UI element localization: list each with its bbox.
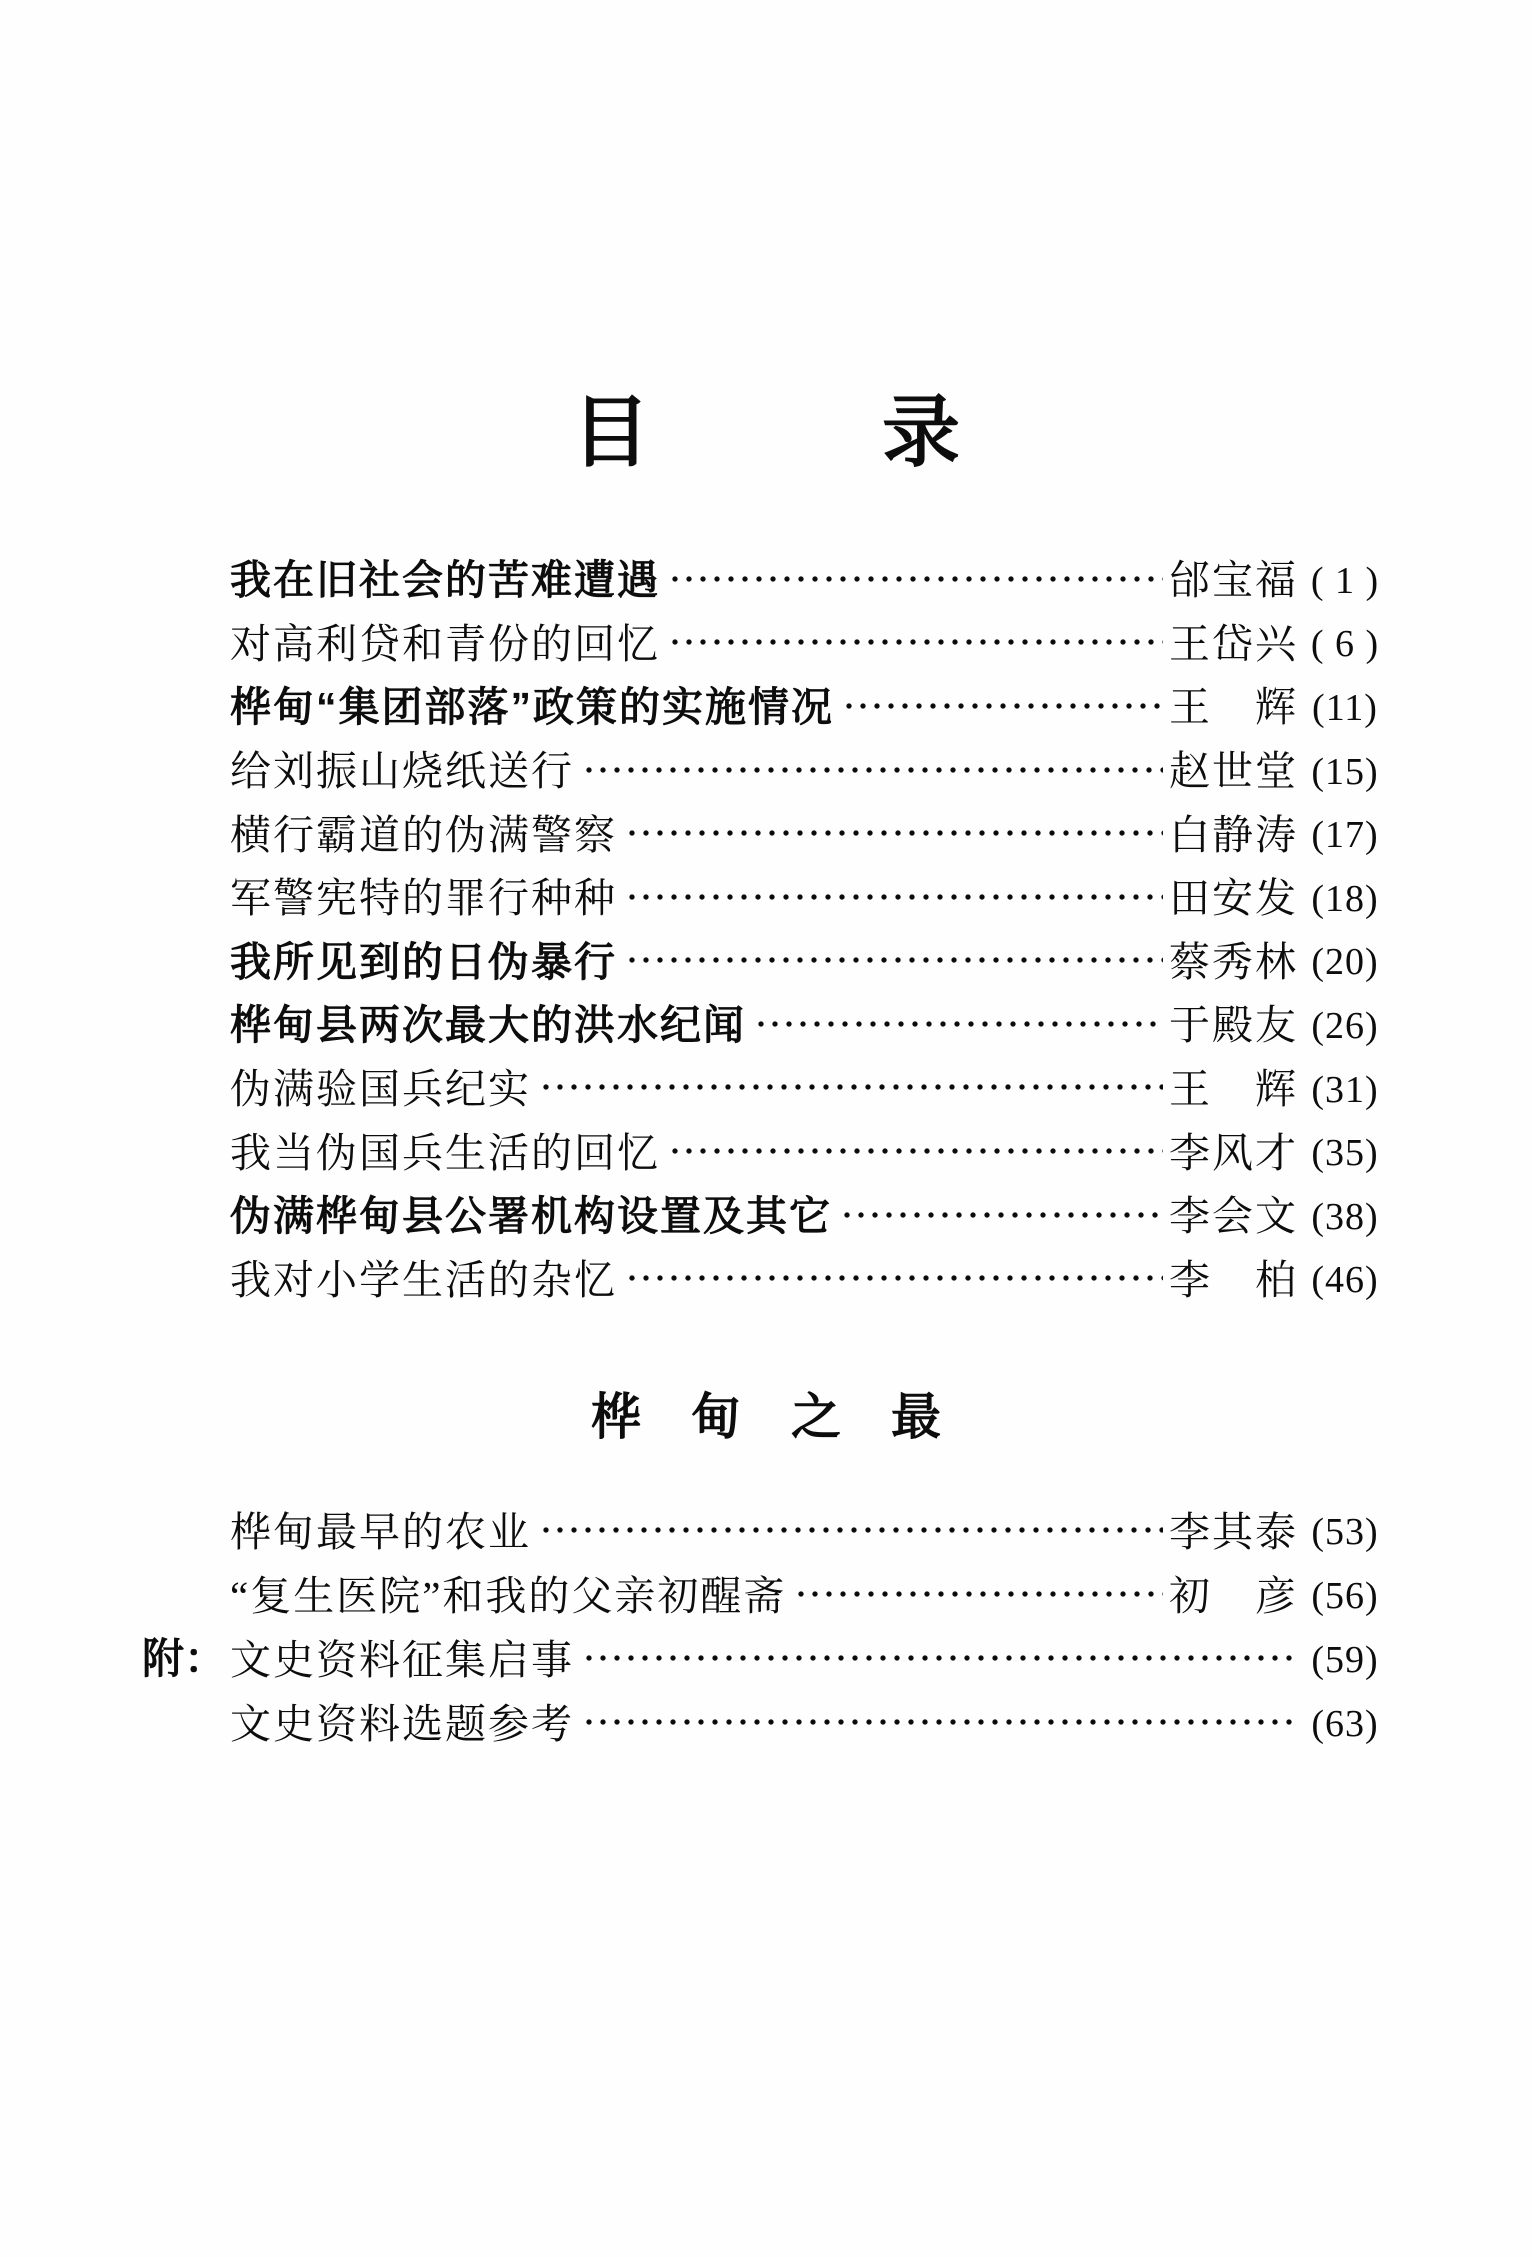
- appendix-label: 附：: [142, 1635, 227, 1682]
- toc-entry: [230, 994, 1392, 1058]
- toc-entry: [230, 613, 1392, 677]
- toc-entry: [230, 1500, 1392, 1564]
- dot-leader: [539, 1058, 1163, 1122]
- entry-page: ( 6 ): [1310, 623, 1380, 666]
- toc-entry: [230, 931, 1392, 995]
- entry-page: ( 1 ): [1310, 559, 1380, 602]
- entry-author: 田安发: [1169, 875, 1298, 922]
- entry-page: (35): [1311, 1132, 1379, 1175]
- dot-leader: [582, 740, 1163, 804]
- entry-title: 桦甸县两次最大的洪水纪闻: [230, 1002, 746, 1049]
- dot-leader: [625, 931, 1163, 995]
- page-title-char-mu: 目: [571, 389, 650, 476]
- dot-leader: [840, 1185, 1163, 1249]
- entry-title: 军警宪特的罪行种种: [230, 875, 617, 922]
- entry-author: 王 辉: [1169, 1066, 1298, 1113]
- entry-title: 我所见到的日伪暴行: [230, 938, 617, 985]
- toc-entry: [230, 1564, 1392, 1628]
- entry-title: 伪满桦甸县公署机构设置及其它: [230, 1193, 832, 1240]
- dot-leader: [668, 613, 1163, 677]
- entry-title: 文史资料征集启事: [230, 1636, 574, 1683]
- entry-author: 王 辉: [1169, 684, 1298, 731]
- entry-author: 王岱兴: [1169, 620, 1298, 667]
- entry-author: 蔡秀林: [1169, 938, 1298, 985]
- entry-author: 李其泰: [1169, 1508, 1298, 1555]
- entry-title: 我当伪国兵生活的回忆: [230, 1129, 660, 1176]
- entry-page: (46): [1311, 1259, 1379, 1302]
- toc-entry: [230, 1249, 1392, 1313]
- entry-page: (20): [1311, 941, 1379, 984]
- toc-entry: [142, 1628, 1392, 1692]
- entry-author: 白静涛: [1169, 811, 1298, 858]
- entry-page: (15): [1311, 750, 1379, 793]
- entry-title: 对高利贷和青份的回忆: [230, 620, 660, 667]
- entry-title: 桦甸最早的农业: [230, 1508, 531, 1555]
- dot-leader: [625, 803, 1163, 867]
- entry-author: 初 彦: [1169, 1572, 1298, 1619]
- entry-title: 桦甸“集团部落”政策的实施情况: [230, 684, 834, 731]
- entry-author: 赵世堂: [1169, 748, 1298, 795]
- toc-entry: [230, 1185, 1392, 1249]
- toc-entry: [230, 740, 1392, 804]
- section-heading: 桦 甸 之 最: [591, 1389, 941, 1445]
- entry-page: (56): [1311, 1575, 1379, 1617]
- entry-page: (53): [1311, 1511, 1379, 1553]
- entry-author: 李会文: [1169, 1193, 1298, 1240]
- dot-leader: [625, 867, 1163, 931]
- toc-entry: [230, 1121, 1392, 1185]
- entry-title: 横行霸道的伪满警察: [230, 811, 617, 858]
- entry-title: 给刘振山烧纸送行: [230, 748, 574, 795]
- entry-author: 于殿友: [1169, 1002, 1298, 1049]
- toc-entry: [230, 1058, 1392, 1122]
- page-title: [0, 389, 1532, 476]
- entry-title: 我在旧社会的苦难遭遇: [230, 557, 660, 604]
- toc-entry: [230, 676, 1392, 740]
- toc-main-list: [230, 549, 1392, 1312]
- toc-appendix-list: [142, 1500, 1392, 1756]
- entry-page: (26): [1311, 1004, 1379, 1047]
- dot-leader: [842, 676, 1163, 740]
- entry-author: 李 柏: [1169, 1256, 1298, 1303]
- dot-leader: [539, 1500, 1163, 1564]
- dot-leader: [754, 994, 1163, 1058]
- dot-leader: [625, 1249, 1163, 1313]
- entry-page: (59): [1311, 1639, 1379, 1681]
- entry-title: “复生医院”和我的父亲初醒斋: [230, 1572, 787, 1619]
- page-title-char-lu: 录: [882, 389, 961, 476]
- entry-title: 伪满验国兵纪实: [230, 1066, 531, 1113]
- entry-title: 我对小学生活的杂忆: [230, 1256, 617, 1303]
- entry-author: 邰宝福: [1169, 557, 1298, 604]
- entry-page: (63): [1311, 1703, 1379, 1745]
- entry-page: (11): [1312, 686, 1378, 729]
- dot-leader: [582, 1692, 1292, 1756]
- dot-leader: [668, 549, 1163, 613]
- dot-leader: [794, 1564, 1163, 1628]
- entry-page: (38): [1311, 1195, 1379, 1238]
- toc-entry: [230, 867, 1392, 931]
- toc-entry: [230, 803, 1392, 867]
- entry-title: 文史资料选题参考: [230, 1700, 574, 1747]
- toc-entry: [230, 1692, 1392, 1756]
- entry-page: (31): [1311, 1068, 1379, 1111]
- entry-page: (18): [1311, 877, 1379, 920]
- entry-page: (17): [1311, 814, 1379, 857]
- dot-leader: [582, 1628, 1292, 1692]
- dot-leader: [668, 1121, 1163, 1185]
- entry-author: 李风才: [1169, 1129, 1298, 1176]
- toc-entry: [230, 549, 1392, 613]
